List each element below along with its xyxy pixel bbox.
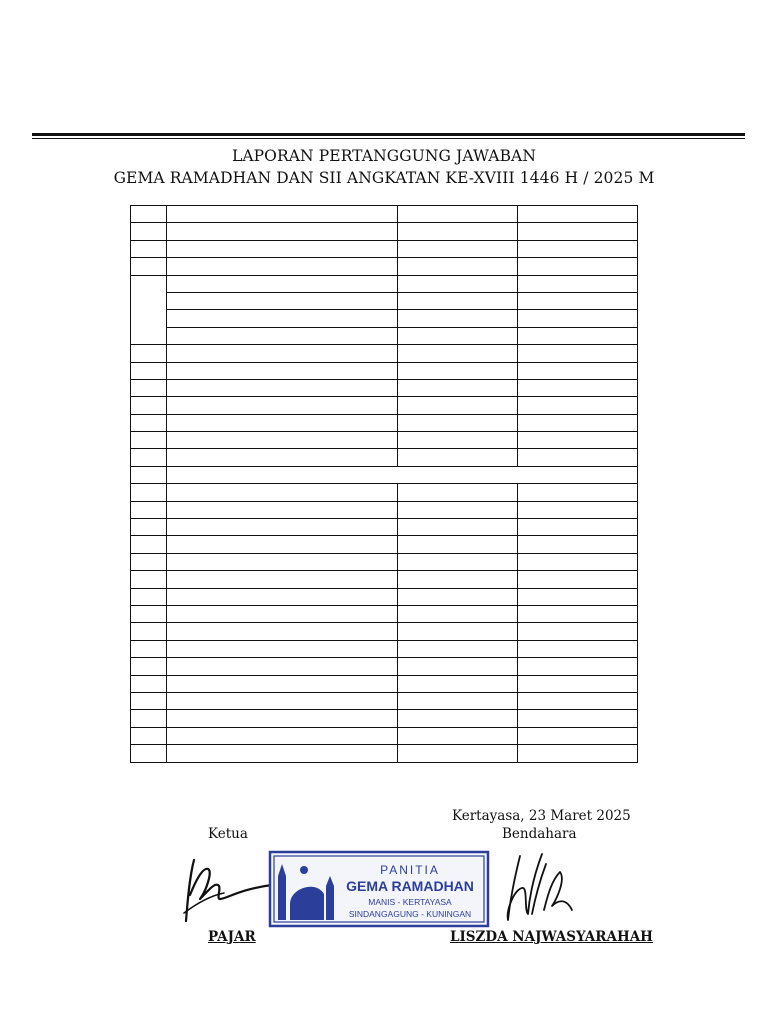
table-row [131, 745, 638, 762]
table-row [131, 519, 638, 536]
table-row [131, 327, 638, 344]
table-row [131, 571, 638, 588]
table-row [131, 623, 638, 640]
stamp [268, 850, 490, 928]
report-table [130, 205, 638, 763]
table-row [131, 675, 638, 692]
table-row [131, 414, 638, 431]
name-ketua: PAJAR [208, 929, 256, 945]
table-row [131, 432, 638, 449]
signature-icon [500, 850, 580, 925]
svg-text:MANIS - KERTAYASA: MANIS - KERTAYASA [368, 897, 452, 907]
table-row [131, 449, 638, 466]
table-row [131, 223, 638, 240]
table-row [131, 501, 638, 518]
table-row [131, 397, 638, 414]
table-row [131, 258, 638, 275]
table-row [131, 536, 638, 553]
header-rule [32, 133, 745, 136]
report-subtitle: GEMA RAMADHAN DAN SII ANGKATAN KE-XVIII 1446 H / 2025 M [113, 169, 655, 187]
table-row [131, 240, 638, 257]
table-row [131, 275, 638, 292]
report-title: LAPORAN PERTANGGUNG JAWABAN [231, 147, 537, 165]
signature-icon [180, 855, 280, 925]
svg-text:SINDANGAGUNG - KUNINGAN: SINDANGAGUNG - KUNINGAN [348, 909, 472, 919]
table-row [131, 553, 638, 570]
table-row [131, 310, 638, 327]
svg-text:GEMA RAMADHAN: GEMA RAMADHAN [346, 878, 474, 894]
svg-text:PANITIA: PANITIA [380, 863, 440, 877]
name-bendahara: LISZDA NAJWASYARAHAH [450, 929, 653, 945]
table-row [131, 345, 638, 362]
role-bendahara: Bendahara [502, 826, 577, 842]
table-row [131, 727, 638, 744]
place-date: Kertayasa, 23 Maret 2025 [452, 808, 631, 824]
role-ketua: Ketua [208, 826, 248, 842]
table-row [131, 588, 638, 605]
table-row [131, 658, 638, 675]
table-row [131, 484, 638, 501]
table-row [131, 379, 638, 396]
table-row [131, 640, 638, 657]
table-row [131, 692, 638, 709]
table-row [131, 710, 638, 727]
table-row [131, 605, 638, 622]
table-row [131, 292, 638, 309]
table-row [131, 362, 638, 379]
table-row [131, 206, 638, 223]
header-rule-thin [32, 138, 745, 139]
table-row-merged [131, 466, 638, 483]
